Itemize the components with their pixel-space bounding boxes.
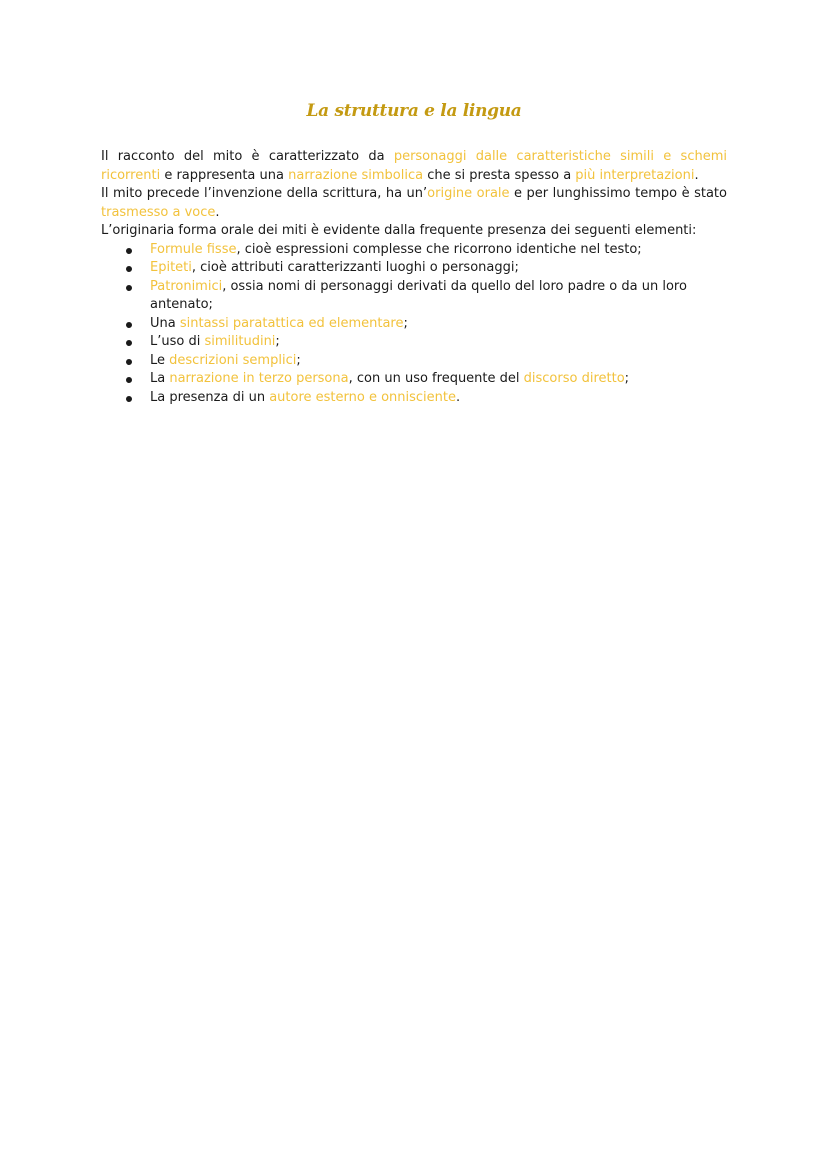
highlighted-term: Epiteti (150, 260, 192, 275)
highlighted-term: autore esterno e onnisciente (269, 389, 456, 405)
list-item (101, 278, 727, 315)
bullet-icon (126, 248, 132, 254)
text-run: ; (275, 334, 280, 349)
text-run: ; (403, 315, 408, 331)
list-item (101, 241, 727, 260)
text-run: La presenza di un (150, 389, 270, 405)
document-body (101, 148, 727, 407)
text-run: ; (296, 352, 301, 368)
highlighted-term: similitudini (204, 334, 276, 349)
text-run: , cioè espressioni complesse che ricorrono identiche nel testo; (236, 241, 642, 257)
text-run: L’originaria forma orale dei miti è evidente dalla frequente presenza dei seguenti elementi: (101, 223, 697, 238)
highlighted-term: discorso diretto (523, 371, 625, 386)
list-item (101, 352, 727, 371)
text-run: e per lunghissimo tempo è stato (509, 186, 727, 201)
text-run: La (150, 371, 170, 386)
text-run: , cioè attributi caratterizzanti luoghi o personaggi; (191, 260, 519, 275)
list-item (101, 315, 727, 334)
paragraph (101, 148, 727, 185)
highlighted-term: personaggi dalle caratteristiche simili e schemi ricorrenti (101, 149, 727, 183)
text-run: . (694, 167, 699, 183)
highlighted-term: Patronimici (150, 278, 223, 294)
bullet-icon (126, 285, 132, 291)
text-run: che si presta spesso a (423, 167, 576, 183)
highlighted-term: sintassi paratattica ed elementare (179, 315, 404, 331)
highlighted-term: trasmesso a voce (101, 204, 216, 220)
page-title: La struttura e la lingua (306, 101, 522, 121)
bullet-icon (126, 322, 132, 328)
text-run: L’uso di (150, 334, 205, 349)
text-run: , con un uso frequente del (348, 371, 524, 386)
list-item (101, 370, 727, 389)
element-list (101, 241, 727, 408)
text-run: Le (150, 352, 170, 368)
text-run: Una (150, 315, 180, 331)
highlighted-term: più interpretazioni (575, 167, 695, 183)
text-run: . (215, 204, 220, 220)
text-run: Il mito precede l’invenzione della scrittura, ha un’ (101, 186, 428, 201)
paragraph (101, 185, 727, 222)
highlighted-term: origine orale (427, 186, 510, 201)
text-run: , ossia nomi di personaggi derivati da quello del loro padre o da un loro antenato; (150, 278, 687, 312)
bullet-icon (126, 396, 132, 402)
highlighted-term: descrizioni semplici (169, 352, 297, 368)
text-run: ; (624, 371, 630, 386)
paragraph (101, 222, 727, 241)
highlighted-term: Formule fisse (150, 241, 237, 257)
bullet-icon (126, 266, 132, 272)
bullet-icon (126, 359, 132, 365)
list-item (101, 389, 727, 408)
highlighted-term: narrazione in terzo persona (169, 371, 349, 386)
list-item (101, 259, 727, 278)
bullet-icon (126, 340, 132, 346)
text-run: Il racconto del mito è caratterizzato da (101, 149, 394, 164)
list-item (101, 333, 727, 352)
text-run: . (456, 389, 461, 405)
text-run: e rappresenta una (160, 167, 289, 183)
bullet-icon (126, 377, 132, 383)
highlighted-term: narrazione simbolica (288, 167, 424, 183)
